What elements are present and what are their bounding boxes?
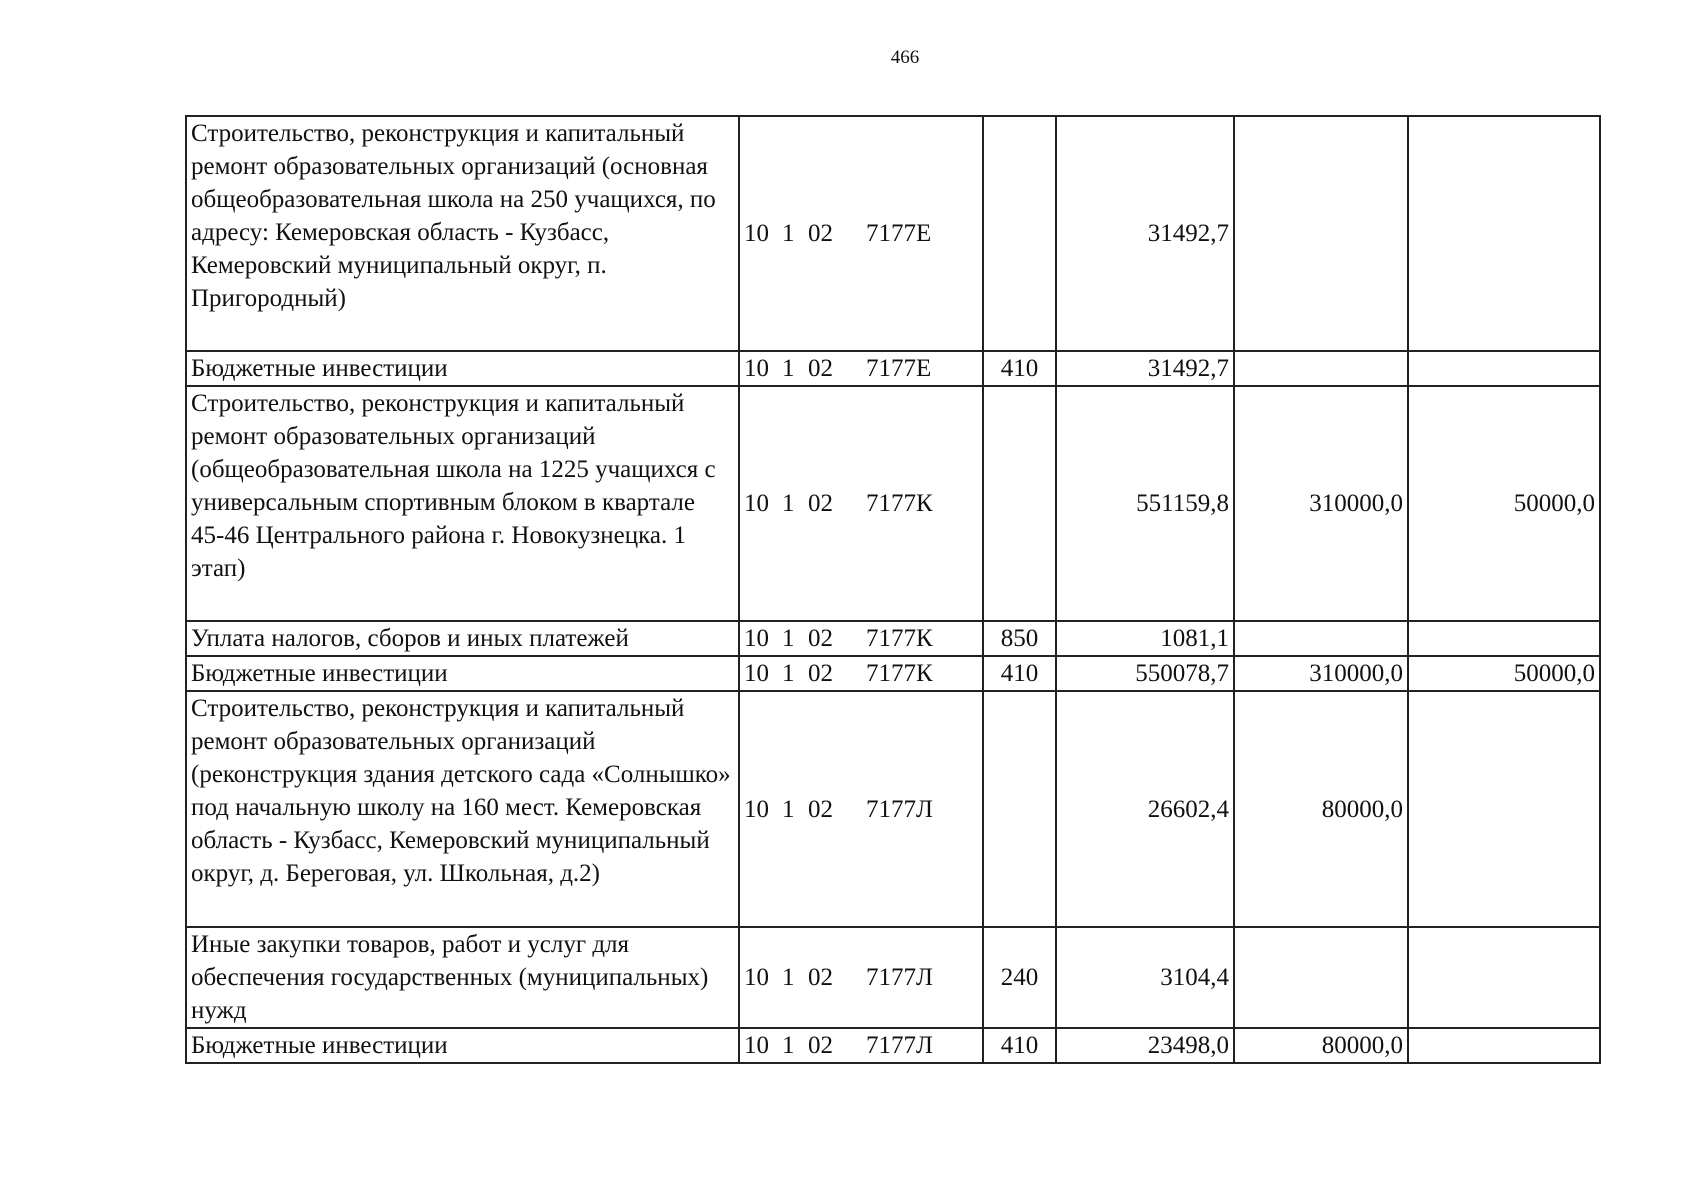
table-row [186,351,1600,386]
row-name: Уплата налогов, сборов и иных платежей [186,621,739,656]
amount-sum1: 550078,7 [1056,656,1234,691]
code-part-c2: 1 [782,355,795,382]
classification-code [739,351,983,386]
table-row [186,656,1600,691]
code-part-c1: 10 [744,625,769,652]
amount-sum2: 80000,0 [1234,1028,1408,1063]
table-row [186,116,1600,351]
classification-code [739,656,983,691]
amount-sum3 [1408,1028,1600,1063]
amount-sum3 [1408,691,1600,927]
code-part-c2: 1 [782,220,795,247]
amount-sum1: 26602,4 [1056,691,1234,927]
row-name: Бюджетные инвестиции [186,1028,739,1063]
code-part-c4: 7177К [866,625,933,652]
code-part-c3: 02 [808,660,833,687]
budget-table-body [186,116,1600,1063]
budget-table [185,115,1601,1064]
row-name: Бюджетные инвестиции [186,351,739,386]
code-part-c2: 1 [782,490,795,517]
amount-sum1: 23498,0 [1056,1028,1234,1063]
code-part-c1: 10 [744,964,769,991]
code-part-c1: 10 [744,1032,769,1059]
expense-type-code [983,116,1056,351]
row-name: Строительство, реконструкция и капитальный ремонт образовательных организаций (основная общеобразовательная школа на 250 учащихся, по адресу: Кемеровская область - Кузбасс, Кемеровский муниципальный округ, п. Пригородный) [186,116,739,351]
amount-sum1: 551159,8 [1056,386,1234,621]
amount-sum2: 310000,0 [1234,656,1408,691]
table-row [186,927,1600,1028]
code-part-c4: 7177К [866,660,933,687]
amount-sum2 [1234,351,1408,386]
code-part-c1: 10 [744,220,769,247]
code-part-c3: 02 [808,1032,833,1059]
code-part-c3: 02 [808,964,833,991]
code-part-c1: 10 [744,490,769,517]
code-part-c3: 02 [808,220,833,247]
classification-code [739,927,983,1028]
classification-code [739,1028,983,1063]
code-part-c3: 02 [808,795,833,823]
code-part-c3: 02 [808,490,833,517]
amount-sum2: 80000,0 [1234,691,1408,927]
amount-sum1: 31492,7 [1056,116,1234,351]
row-name: Иные закупки товаров, работ и услуг для обеспечения государственных (муниципальных) нужд [186,927,739,1028]
table-row [186,386,1600,621]
code-part-c3: 02 [808,355,833,382]
table-row [186,1028,1600,1063]
code-part-c1: 10 [744,795,769,823]
code-part-c1: 10 [744,660,769,687]
code-part-c2: 1 [782,964,795,991]
expense-type-code: 240 [983,927,1056,1028]
amount-sum3 [1408,351,1600,386]
amount-sum3 [1408,621,1600,656]
expense-type-code [983,691,1056,927]
row-name: Строительство, реконструкция и капитальный ремонт образовательных организаций (реконструкция здания детского сада «Солнышко» под начальную школу на 160 мест. Кемеровская область - Кузбасс, Кемеровский муниципальный округ, д. Береговая, ул. Школьная, д.2) [186,691,739,927]
code-part-c4: 7177Л [866,795,933,823]
amount-sum3 [1408,116,1600,351]
amount-sum2 [1234,927,1408,1028]
expense-type-code [983,386,1056,621]
page-number: 466 [890,47,920,68]
expense-type-code: 410 [983,1028,1056,1063]
table-row [186,621,1600,656]
expense-type-code: 850 [983,621,1056,656]
amount-sum3: 50000,0 [1408,656,1600,691]
amount-sum2 [1234,621,1408,656]
code-part-c4: 7177Е [866,355,932,382]
code-part-c4: 7177Л [866,1032,933,1059]
code-part-c2: 1 [782,625,795,652]
code-part-c4: 7177К [866,490,933,517]
classification-code [739,386,983,621]
code-part-c3: 02 [808,625,833,652]
code-part-c4: 7177Л [866,964,933,991]
code-part-c1: 10 [744,355,769,382]
expense-type-code: 410 [983,351,1056,386]
code-part-c2: 1 [782,660,795,687]
amount-sum1: 31492,7 [1056,351,1234,386]
row-name: Строительство, реконструкция и капитальный ремонт образовательных организаций (общеобразовательная школа на 1225 учащихся с универсальным спортивным блоком в квартале 45-46 Центрального района г. Новокузнецка. 1 этап) [186,386,739,621]
amount-sum1: 1081,1 [1056,621,1234,656]
code-part-c2: 1 [782,795,795,823]
amount-sum1: 3104,4 [1056,927,1234,1028]
code-part-c4: 7177Е [866,220,932,247]
code-part-c2: 1 [782,1032,795,1059]
amount-sum2: 310000,0 [1234,386,1408,621]
table-row [186,691,1600,927]
amount-sum3: 50000,0 [1408,386,1600,621]
amount-sum2 [1234,116,1408,351]
amount-sum3 [1408,927,1600,1028]
classification-code [739,691,983,927]
row-name: Бюджетные инвестиции [186,656,739,691]
expense-type-code: 410 [983,656,1056,691]
classification-code [739,621,983,656]
classification-code [739,116,983,351]
